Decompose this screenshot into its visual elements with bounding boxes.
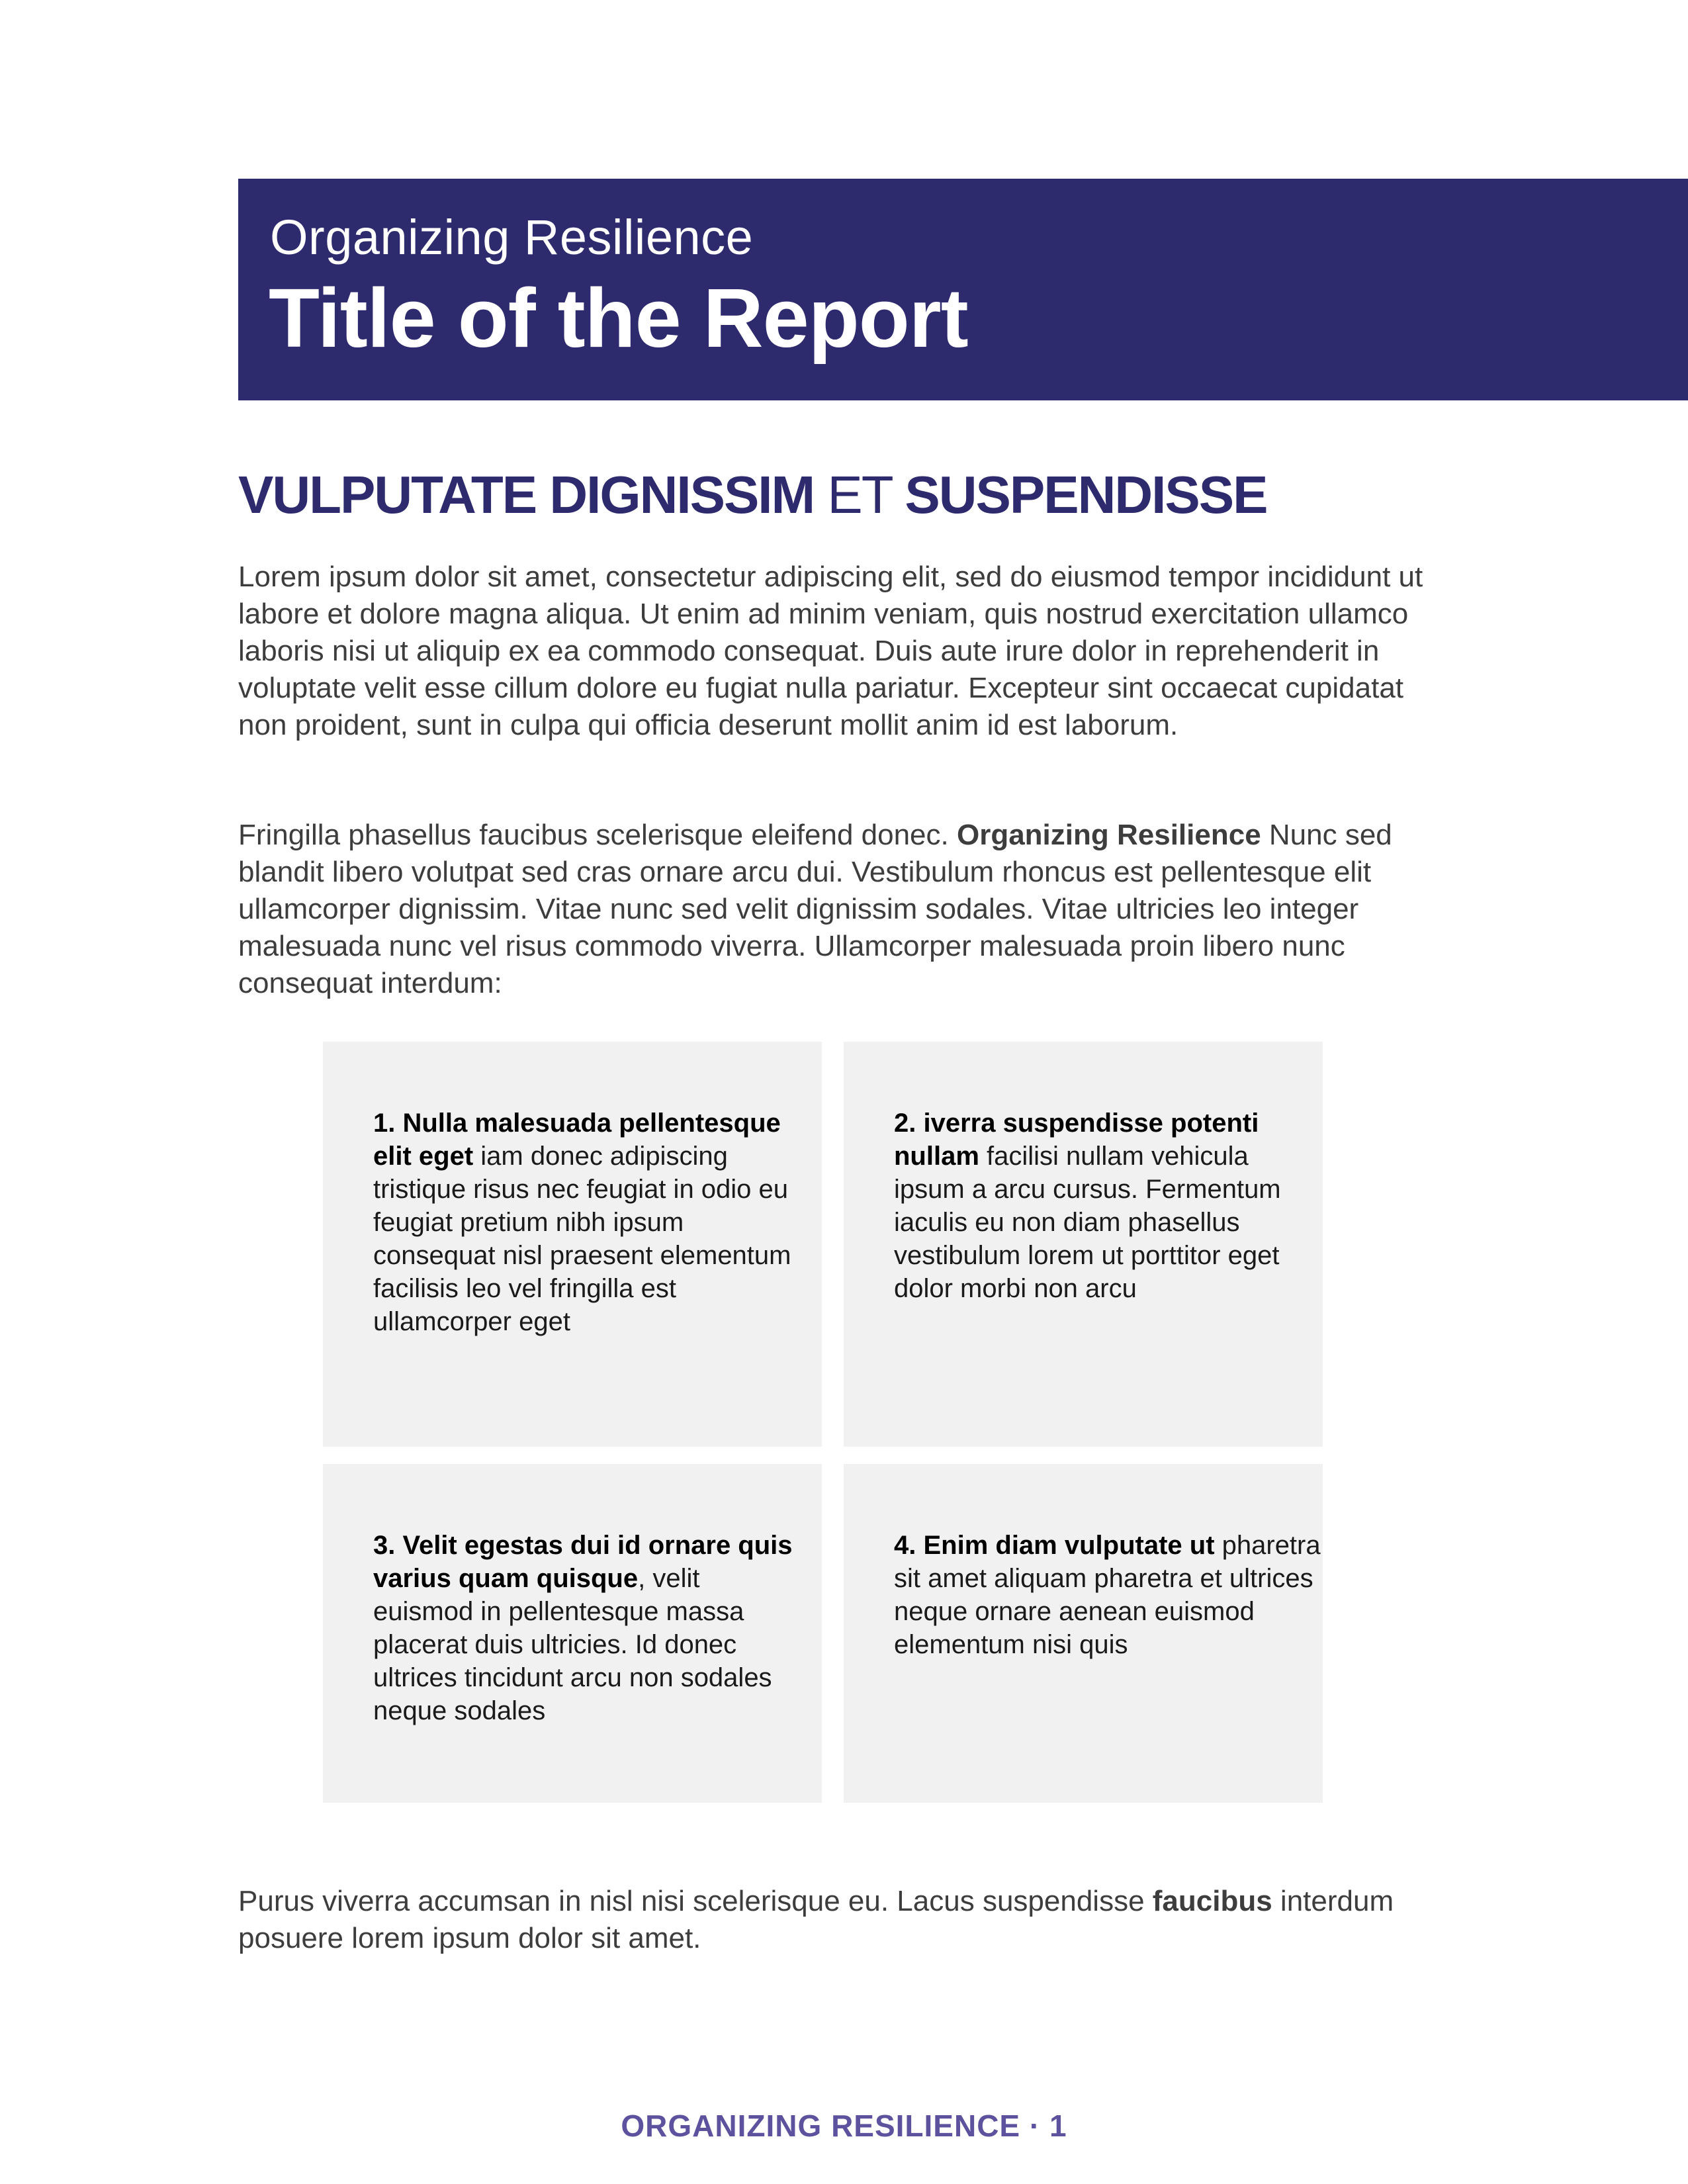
report-banner	[238, 179, 1688, 400]
info-box-2	[844, 1042, 1323, 1447]
section-heading	[238, 465, 1267, 524]
info-box-4-body: pharetra sit amet aliquam pharetra et ultrices neque ornare aenean euismod elementum nisi quis	[894, 1531, 1321, 1659]
info-box-2-text	[894, 1107, 1324, 1305]
report-title: Title of the Report	[269, 271, 968, 365]
body-paragraph-3	[238, 1883, 1456, 1957]
info-box-3-body: , velit euismod in pellentesque massa placerat duis ultricies. Id donec ultrices tincidunt arcu non sodales neque sodales	[373, 1564, 772, 1725]
page-footer: ORGANIZING RESILIENCE · 1	[621, 2109, 1067, 2143]
section-heading-part1: VULPUTATE DIGNISSIM	[238, 465, 815, 524]
info-box-2-body: facilisi nullam vehicula ipsum a arcu cursus. Fermentum iaculis eu non diam phasellus vestibulum lorem ut porttitor eget dolor morbi non arcu	[894, 1142, 1281, 1303]
info-box-1-bold: 1. Nulla malesuada pellentesque elit eget	[373, 1109, 781, 1171]
info-box-1	[323, 1042, 822, 1447]
paragraph-2-text-before: Fringilla phasellus faucibus scelerisque eleifend donec.	[238, 819, 957, 851]
paragraph-2-bold: Organizing Resilience	[956, 819, 1261, 851]
paragraph-3-text-before: Purus viverra accumsan in nisl nisi scelerisque eu. Lacus suspendisse	[238, 1885, 1153, 1917]
info-box-1-text	[373, 1107, 803, 1338]
info-box-3	[323, 1464, 822, 1803]
banner-subtitle: Organizing Resilience	[270, 210, 754, 265]
info-box-2-bold: 2. iverra suspendisse potenti nullam	[894, 1109, 1259, 1171]
info-box-1-body: iam donec adipiscing tristique risus nec feugiat in odio eu feugiat pretium nibh ipsum consequat nisl praesent elementum facilisis leo vel fringilla est ullamcorper eget	[373, 1142, 791, 1336]
section-heading-part3: SUSPENDISSE	[905, 465, 1267, 524]
body-paragraph-2	[238, 817, 1456, 1002]
info-box-4	[844, 1464, 1323, 1803]
info-box-3-bold: 3. Velit egestas dui id ornare quis varius quam quisque	[373, 1531, 793, 1593]
body-paragraph-1: Lorem ipsum dolor sit amet, consectetur adipiscing elit, sed do eiusmod tempor incididunt ut labore et dolore magna aliqua. Ut enim ad minim veniam, quis nostrud exercitation ullamco laboris nisi ut aliquip ex ea commodo consequat. Duis aute irure dolor in reprehenderit in voluptate velit esse cillum dolore eu fugiat nulla pariatur. Excepteur sint occaecat cupidatat non proident, sunt in culpa qui officia deserunt mollit anim id est laborum.	[238, 561, 1423, 741]
paragraph-2-text-after: Nunc sed blandit libero volutpat sed cras ornare arcu dui. Vestibulum rhoncus est pellentesque elit ullamcorper dignissim. Vitae nunc sed velit dignissim sodales. Vitae ultricies leo integer malesuada nunc vel risus commodo viverra. Ullamcorper malesuada proin libero nunc consequat interdum:	[238, 819, 1392, 999]
info-box-4-text	[894, 1529, 1324, 1661]
info-box-3-text	[373, 1529, 803, 1727]
paragraph-3-text-after: interdum posuere lorem ipsum dolor sit amet.	[238, 1885, 1394, 1954]
paragraph-3-bold: faucibus	[1152, 1885, 1272, 1917]
section-heading-part2: ET	[827, 465, 892, 524]
info-box-4-bold: 4. Enim diam vulputate ut	[894, 1531, 1215, 1560]
